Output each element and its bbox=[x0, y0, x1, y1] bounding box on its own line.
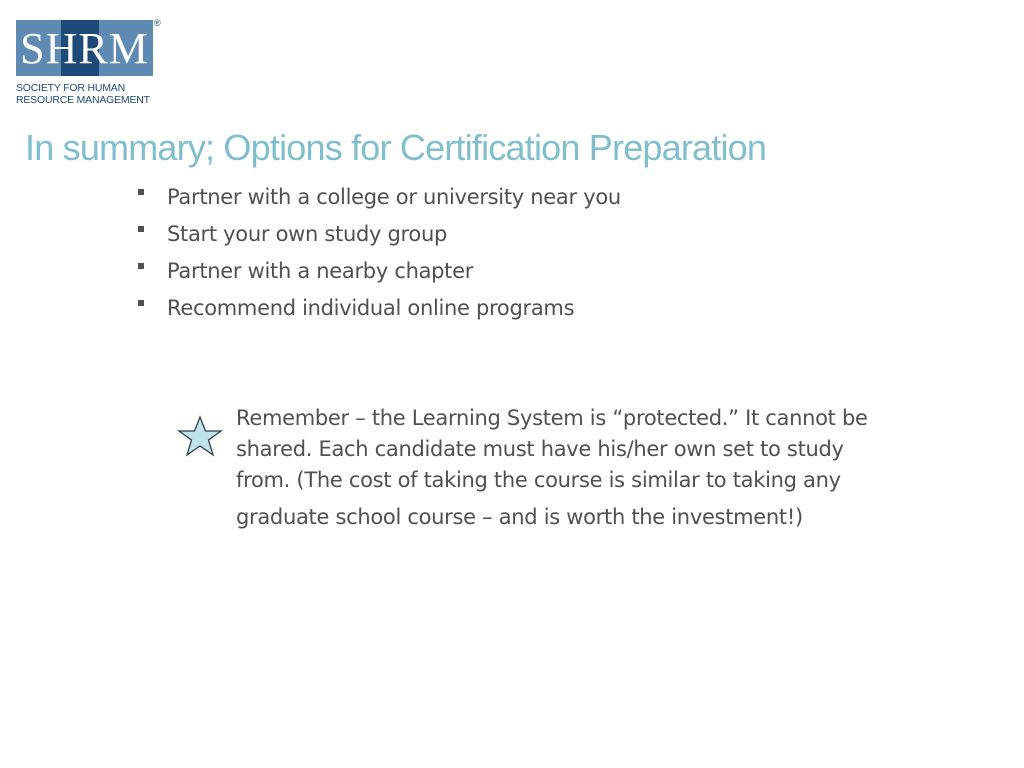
bullet-text: Recommend individual online programs bbox=[167, 296, 575, 320]
bullet-list bbox=[136, 180, 621, 328]
logo-subtitle-line-2: RESOURCE MANAGEMENT bbox=[16, 94, 150, 106]
square-bullet-icon bbox=[138, 226, 144, 232]
bullet-item bbox=[136, 254, 621, 291]
note-text bbox=[236, 403, 946, 533]
square-bullet-icon bbox=[138, 189, 144, 195]
square-bullet-icon bbox=[138, 263, 144, 269]
note-line: from. (The cost of taking the course is similar to taking any bbox=[236, 468, 841, 492]
square-bullet-icon bbox=[138, 300, 144, 306]
logo-letters: SHRM bbox=[20, 24, 149, 73]
bullet-text: Partner with a college or university near you bbox=[167, 185, 621, 209]
bullet-item bbox=[136, 291, 621, 328]
shrm-logo bbox=[16, 20, 166, 110]
logo-subtitle-line-1: SOCIETY FOR HUMAN bbox=[16, 82, 125, 94]
note-line: shared. Each candidate must have his/her own set to study bbox=[236, 437, 844, 461]
slide-title: In summary; Options for Certification Preparation bbox=[25, 127, 767, 168]
note-line: Remember – the Learning System is “protected.” It cannot be bbox=[236, 406, 868, 430]
bullet-item bbox=[136, 217, 621, 254]
bullet-item bbox=[136, 180, 621, 217]
star-icon bbox=[177, 415, 223, 457]
bullet-text: Start your own study group bbox=[167, 222, 447, 246]
logo-registered-mark: ® bbox=[154, 18, 161, 28]
note-line: graduate school course – and is worth the investment!) bbox=[236, 505, 803, 529]
bullet-text: Partner with a nearby chapter bbox=[167, 259, 474, 283]
